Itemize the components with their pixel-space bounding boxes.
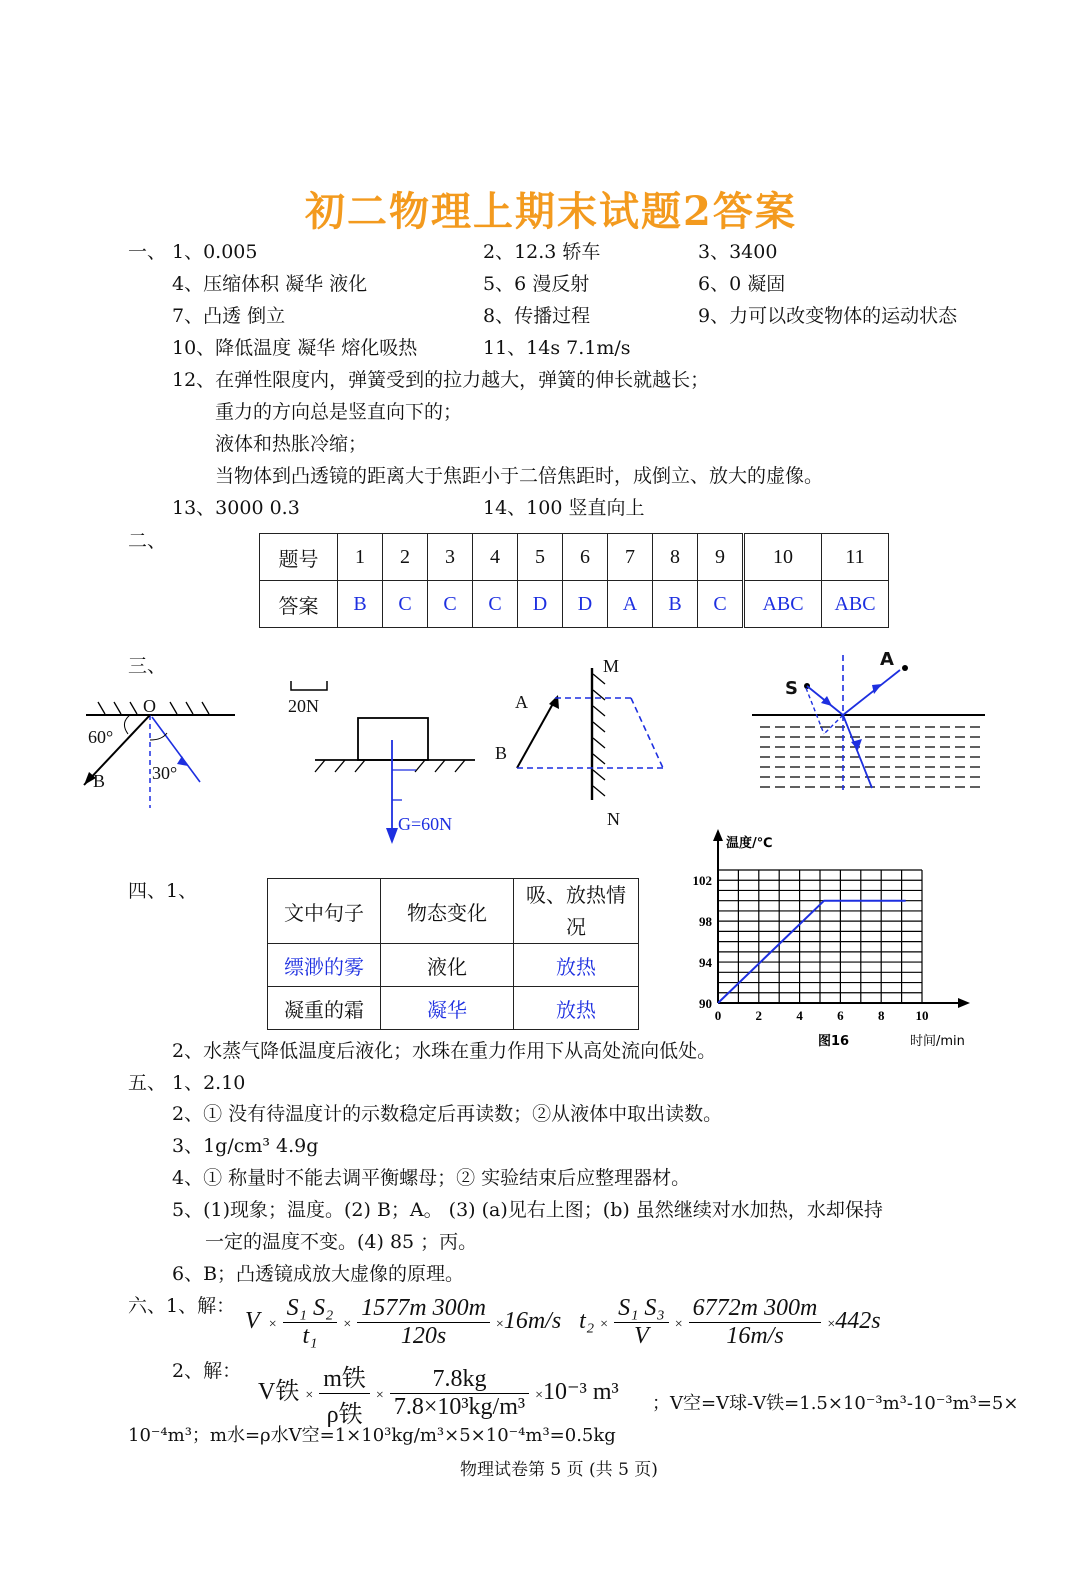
answer-cell: ABC (744, 581, 822, 628)
equation-1: V × $\frac{\text{S₁ S₂}}{\text{t₁}}$ × $\frac{1577m 300m}{120s}$ ×16m/s t₂ × $\frac{\text{S₁ S₃}}{V}$ × $\frac{6772m 300m}{16m/s}$ ×442s (245, 1295, 881, 1349)
section-5-line: 一定的温度不变。(4) 85 ；丙。 (205, 1231, 478, 1253)
y-axis-arrow (713, 829, 723, 841)
point-o-label: O (143, 696, 156, 716)
answer-12-line4: 当物体到凸透镜的距离大于焦距小于二倍焦距时，成倒立、放大的虚像。 (215, 465, 824, 487)
table-row (268, 987, 639, 1030)
eq1-frac3-den: V (634, 1323, 649, 1349)
answer-cell: A (608, 581, 653, 628)
x-tick-label: 0 (714, 1008, 722, 1023)
scale-label: 20N (288, 696, 319, 716)
qnum: 10 (744, 534, 822, 581)
answer-table-answer-row (260, 581, 889, 628)
answer-cell: B (338, 581, 383, 628)
y-tick-label: 102 (692, 873, 712, 889)
answer-cell: D (563, 581, 608, 628)
mirror-n-label: N (607, 809, 620, 829)
point-a-label: A (515, 692, 528, 712)
answer-9: 9、力可以改变物体的运动状态 (698, 305, 958, 327)
header-label: 题号 (260, 534, 338, 581)
gravity-label: G=60N (398, 814, 453, 834)
eq1-frac3-num: S₁ S₃ (614, 1295, 669, 1323)
answer-13: 13、3000 0.3 (172, 497, 300, 519)
section-5-line: 4、① 称量时不能去调平衡螺母；② 实验结束后应整理器材。 (172, 1167, 691, 1189)
answer-cell: C (473, 581, 518, 628)
answer-10: 10、降低温度 凝华 熔化吸热 (172, 337, 418, 359)
plane-mirror-diagram (505, 660, 685, 820)
eq1-frac2-den: 120s (400, 1323, 447, 1349)
answer-14: 14、100 竖直向上 (483, 497, 645, 519)
answer-6: 6、0 凝固 (698, 273, 786, 295)
eq1-v: V (245, 1308, 260, 1335)
state-change-table (267, 878, 639, 1030)
x-tick-label: 6 (837, 1008, 844, 1023)
answer-12-line2: 重力的方向总是竖直向下的； (215, 401, 463, 423)
answer-cell: C (698, 581, 744, 628)
eq2-v: V铁 (258, 1379, 300, 1406)
section-5-line: 1、2.10 (172, 1072, 246, 1094)
answer-11: 11、14s 7.1m/s (483, 337, 631, 359)
page-footer: 物理试卷第 5 页 (共 5 页) (460, 1460, 658, 1480)
qnum: 7 (608, 534, 653, 581)
answer-5: 5、6 漫反射 (483, 273, 590, 295)
answer-table-header-row (260, 534, 889, 581)
eq1-frac1-den: t₁ (302, 1323, 318, 1349)
answer-12-line1: 12、在弹性限度内，弹簧受到的拉力越大，弹簧的伸长就越长； (172, 369, 710, 391)
table-cell: 凝重的霜 (268, 987, 381, 1030)
qnum: 4 (473, 534, 518, 581)
refraction-diagram (750, 650, 990, 800)
section-5-line: 6、B；凸透镜成放大虚像的原理。 (172, 1263, 465, 1285)
table-cell: 放热 (514, 944, 639, 987)
section-5-line: 5、(1)现象；温度。(2) B；A。 (3) (a)见右上图；(b) 虽然继续对水加热，水却保持 (172, 1199, 883, 1221)
answer-cell: D (518, 581, 563, 628)
angle-30-label: 30° (152, 763, 178, 783)
mirror-m-label: M (603, 656, 620, 676)
table-cell: 液化 (381, 944, 514, 987)
section-4-q2: 2、水蒸气降低温度后液化；水珠在重力作用下从高处流向低处。 (172, 1040, 717, 1062)
answer-7: 7、凸透 倒立 (172, 305, 286, 327)
section-5-line: 3、1g/cm³ 4.9g (172, 1135, 319, 1157)
eq2-frac1-num: m铁 (319, 1358, 370, 1394)
x-tick-label: 4 (796, 1008, 803, 1023)
section-6-label: 六、1、解： (128, 1295, 236, 1317)
eq2-frac2-num: 7.8kg (390, 1366, 529, 1394)
section-5-label: 五、 (128, 1072, 167, 1094)
eq1-frac2-num: 1577m 300m (357, 1295, 490, 1323)
section-6-tail-1: ；V空=V球-V铁=1.5×10⁻³m³-10⁻³m³=5× (652, 1393, 1019, 1414)
temperature-chart (680, 825, 980, 1055)
point-b-label: B (93, 771, 106, 791)
qnum: 11 (822, 534, 889, 581)
chart-caption: 图16 (818, 1034, 850, 1049)
eq1-frac4-den: 16m/s (726, 1323, 784, 1349)
eq2-result: 10⁻³ m³ (543, 1379, 619, 1406)
section-1-label: 一、 (128, 241, 167, 263)
equation-2: V铁 × $\frac{\text{m铁}}{\text{ρ铁}}$ × $\frac{7.8kg}{\text{7.8×10³kg/m³}}$ ×10⁻³ m³ (258, 1358, 619, 1429)
header-cell: 吸、放热情况 (514, 879, 639, 944)
eq1-frac1-num: S₁ S₂ (283, 1295, 338, 1323)
qnum: 8 (653, 534, 698, 581)
eq2-frac2-den: 7.8×10³kg/m³ (393, 1394, 526, 1420)
eq2-frac1-den: ρ铁 (326, 1402, 363, 1428)
table-cell: 放热 (514, 987, 639, 1030)
x-axis-label: 时间/min (910, 1034, 965, 1049)
qnum: 2 (383, 534, 428, 581)
header-cell: 物态变化 (381, 879, 514, 944)
x-axis-arrow (958, 998, 970, 1008)
y-axis-label: 温度/℃ (726, 836, 773, 851)
x-tick-label: 10 (915, 1008, 929, 1023)
answer-4: 4、压缩体积 凝华 液化 (172, 273, 368, 295)
answer-2: 2、12.3 轿车 (483, 241, 601, 263)
eq1-result1: 16m/s (503, 1308, 562, 1335)
answer-cell: B (653, 581, 698, 628)
section-4-label: 四、1、 (128, 880, 198, 902)
eq1-result2: 442s (835, 1308, 881, 1335)
point-a-label: A (880, 649, 894, 670)
answer-12-line3: 液体和热胀冷缩； (215, 433, 368, 455)
reflection-diagram (70, 690, 250, 810)
page-title: 初二物理上期末试题2答案 (305, 188, 797, 235)
section-6-tail-2: 10⁻⁴m³；m水=ρ水V空=1×10³kg/m³×5×10⁻⁴m³=0.5kg (128, 1425, 616, 1446)
qnum: 3 (428, 534, 473, 581)
eq1-frac4-num: 6772m 300m (689, 1295, 822, 1323)
table-cell: 凝华 (381, 987, 514, 1030)
answer-3: 3、3400 (698, 241, 778, 263)
qnum: 1 (338, 534, 383, 581)
answer-cell: ABC (822, 581, 889, 628)
table-cell: 缥渺的雾 (268, 944, 381, 987)
x-tick-label: 8 (877, 1008, 885, 1023)
y-tick-label: 90 (699, 996, 712, 1011)
qnum: 6 (563, 534, 608, 581)
y-tick-label: 94 (699, 955, 712, 971)
qnum: 9 (698, 534, 744, 581)
table-header-row (268, 879, 639, 944)
section-2-label: 二、 (128, 530, 167, 552)
answer-label: 答案 (260, 581, 338, 628)
point-s-label: S (785, 678, 798, 699)
section-6-q2-label: 2、解： (172, 1360, 242, 1382)
header-cell: 文中句子 (268, 879, 381, 944)
section-5-line: 2、① 没有待温度计的示数稳定后再读数；②从液体中取出读数。 (172, 1103, 723, 1125)
x-tick-label: 2 (755, 1008, 763, 1023)
y-tick-label: 98 (699, 914, 712, 930)
angle-60-label: 60° (88, 727, 114, 747)
answer-cell: C (428, 581, 473, 628)
answer-8: 8、传播过程 (483, 305, 591, 327)
section-3-label: 三、 (128, 655, 167, 677)
eq1-t2: t₂ (579, 1308, 595, 1335)
answer-table (259, 533, 889, 628)
answer-cell: C (383, 581, 428, 628)
point-b-label: B (495, 743, 508, 763)
answer-1: 1、0.005 (172, 241, 258, 263)
table-row (268, 944, 639, 987)
qnum: 5 (518, 534, 563, 581)
